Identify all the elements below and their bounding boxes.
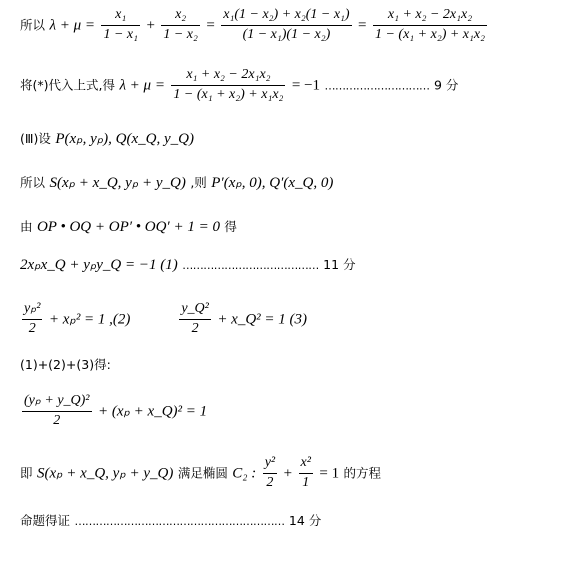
line3-prefix: (Ⅲ)设 [20, 131, 51, 146]
line4-mid: ,则 [190, 175, 207, 190]
line10-prefix: 即 [20, 465, 33, 481]
line1-lhs: λ + μ = [49, 17, 95, 34]
line7-fraction-2-numerator: y_Q² [179, 300, 211, 320]
line10-fraction-2-numerator: x² [299, 454, 313, 474]
line10-fraction-2-denominator: 1 [302, 474, 310, 490]
line2-lhs: λ + μ = [119, 77, 165, 94]
derivation-line-9 [20, 392, 207, 431]
line7-fraction-1 [22, 300, 42, 339]
line10-plus: + [283, 465, 293, 482]
derivation-line-3 [20, 132, 194, 147]
derivation-line-6 [20, 258, 356, 273]
line11-text: 命题得证 [20, 513, 71, 528]
line8-text: (1)+(2)+(3)得: [20, 357, 111, 372]
line2-leader-dots: ………………………… [324, 79, 430, 93]
line1-fraction-4-denominator: 1 − (x₁ + x₂) + x₁x₂ [374, 26, 485, 42]
line9-rest: + (xₚ + x_Q)² = 1 [97, 403, 208, 420]
line1-fraction-3 [221, 6, 351, 45]
line1-fraction-1-numerator: x₁ [101, 6, 140, 26]
line1-fraction-4-numerator: x₁ + x₂ − 2x₁x₂ [373, 6, 487, 26]
line11-score: 14 分 [288, 513, 322, 528]
line6-leader-dots: ………………………………… [182, 259, 319, 272]
line11-leader-dots: …………………………………………………… [74, 515, 285, 528]
line10-c2: C₂ : [232, 465, 257, 482]
line10-suffix: 的方程 [343, 465, 382, 481]
derivation-line-5 [20, 220, 237, 235]
line4-prefix: 所以 [20, 175, 46, 190]
line5-suffix: 得 [224, 219, 237, 234]
line5-prefix: 由 [20, 219, 33, 234]
line1-fraction-2-numerator: x₂ [161, 6, 200, 26]
line1-equals-1: = [206, 17, 215, 34]
line1-prefix: 所以 [20, 17, 46, 33]
line2-fraction-denominator: 1 − (x₁ + x₂) + x₁x₂ [173, 86, 284, 102]
line10-fraction-2 [299, 454, 313, 493]
line6-expr: 2xₚx_Q + yₚy_Q = −1 (1) [20, 257, 178, 273]
line7-fraction-2 [179, 300, 211, 339]
line2-rhs: = −1 [291, 77, 321, 94]
line1-fraction-1-denominator: 1 − x₁ [103, 26, 138, 42]
derivation-line-11 [20, 514, 321, 528]
derivation-line-10 [20, 454, 381, 493]
line2-fraction-numerator: x₁ + x₂ − 2x₁x₂ [171, 66, 285, 86]
line9-fraction [22, 392, 92, 431]
line1-fraction-3-denominator: (1 − x₁)(1 − x₂) [242, 26, 331, 42]
line10-fraction-1 [263, 454, 277, 493]
line4-expr-1: S(xₚ + x_Q, yₚ + y_Q) [49, 175, 186, 191]
line2-prefix: 将(*)代入上式,得 [20, 77, 115, 93]
line7-rest-2: + x_Q² = 1 (3) [217, 311, 308, 328]
derivation-line-7 [20, 300, 307, 339]
line7-fraction-1-denominator: 2 [28, 320, 36, 336]
line6-score: 11 分 [323, 257, 356, 272]
line1-plus: + [146, 17, 155, 34]
line2-fraction [171, 66, 285, 105]
line4-expr-2: P′(xₚ, 0), Q′(x_Q, 0) [211, 175, 334, 191]
line10-mid: 满足椭圆 [177, 465, 228, 481]
line7-rest-1: + xₚ² = 1 ,(2) [48, 311, 131, 328]
line9-fraction-denominator: 2 [53, 412, 61, 428]
line1-fraction-2-denominator: 1 − x₂ [163, 26, 198, 42]
line1-fraction-1 [101, 6, 140, 45]
line3-expr: P(xₚ, yₚ), Q(x_Q, y_Q) [55, 131, 194, 147]
derivation-line-2 [20, 66, 458, 105]
line7-fraction-1-numerator: yₚ² [22, 300, 42, 320]
line10-fraction-1-denominator: 2 [266, 474, 274, 490]
derivation-line-1 [20, 6, 489, 45]
line1-fraction-3-numerator: x₁(1 − x₂) + x₂(1 − x₁) [221, 6, 351, 26]
line7-fraction-2-denominator: 2 [191, 320, 199, 336]
line10-expr: S(xₚ + x_Q, yₚ + y_Q) [36, 465, 174, 482]
line10-fraction-1-numerator: y² [263, 454, 277, 474]
line10-equals: = 1 [319, 465, 340, 482]
line1-fraction-4 [373, 6, 487, 45]
derivation-line-4 [20, 176, 333, 191]
line1-fraction-2 [161, 6, 200, 45]
line5-expr: OP • OQ + OP′ • OQ′ + 1 = 0 [36, 219, 220, 235]
line1-equals-2: = [358, 17, 367, 34]
line2-score: 9 分 [433, 77, 459, 93]
line9-fraction-numerator: (yₚ + y_Q)² [22, 392, 92, 412]
derivation-line-8 [20, 358, 111, 372]
